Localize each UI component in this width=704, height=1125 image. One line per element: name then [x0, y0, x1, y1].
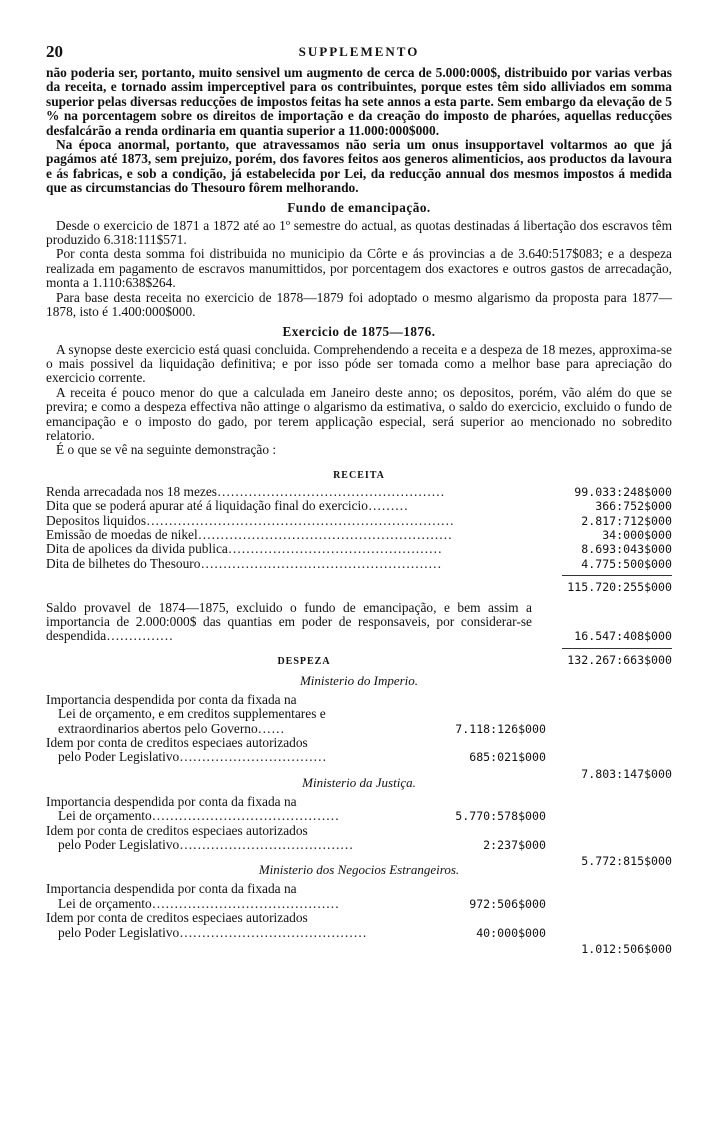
ministry-block [46, 881, 672, 957]
table-row: Renda arrecadada nos 18 mezes…………………………………………… 99.033:248$000 [46, 483, 672, 499]
entry-value: 40:000$000 [476, 925, 546, 940]
sum-rule [562, 575, 672, 576]
entry-value: 2:237$000 [483, 838, 546, 853]
despeza-entry: Importancia despendida por conta da fixada na Lei de orçamento…………………………………… [46, 793, 340, 824]
section-title: Exercicio de 1875—1876. [282, 323, 436, 339]
receita-subtotal: 115.720:255$000 [567, 580, 672, 595]
despeza-heading-row [46, 653, 672, 667]
ministry-title: Ministerio do Imperio. [299, 672, 419, 688]
despeza-entry: Idem por conta de creditos especiaes autorizados pelo Poder Legislativo………………………………… [46, 822, 354, 853]
page-number: 20 [46, 42, 63, 61]
despeza-entry: Idem por conta de creditos especiaes autorizados pelo Poder Legislativo…………………………… [46, 735, 327, 765]
sum-rule [562, 648, 672, 649]
despeza-entry: Importancia despendida por conta da fixada na Lei de orçamento, e em creditos supplementares e extraordinarios abertos pelo Governo…… [46, 691, 326, 736]
paragraph: A receita é pouco menor do que a calculada em Janeiro deste anno; os depositos, porém, vão além do que se previra; e como a despeza effectiva não attinge o algarismo da estimativa, o saldo do exercicio, excluido o fundo de emancipação e o imposto do gado, por terem applicação especial, será superior ao mencionado no sobredito relatorio. [46, 384, 672, 443]
receita-total: 132.267:663$000 [567, 652, 672, 667]
entry-value: 685:021$000 [469, 750, 546, 765]
ministry-title: Ministerio dos Negocios Estrangeiros. [258, 862, 460, 878]
saldo-value: 16.547:408$000 [574, 629, 672, 644]
ministry-total: 1.012:506$000 [581, 942, 672, 957]
page-header [46, 42, 672, 62]
ministry-total: 5.772:815$000 [581, 854, 672, 869]
ministry-block [46, 793, 672, 869]
saldo-row [46, 601, 672, 644]
subtotal-row [46, 580, 672, 594]
despeza-entry: Importancia despendida por conta da fixada na Lei de orçamento…………………………………… [46, 881, 340, 911]
running-title: SUPPLEMENTO [298, 44, 420, 59]
entry-value: 5.770:578$000 [455, 809, 546, 824]
receita-table [46, 485, 672, 649]
paragraph: É o que se vê na seguinte demonstração : [56, 442, 277, 458]
ministry-block [46, 691, 672, 781]
paragraph: não poderia ser, portanto, muito sensivel um augmento de cerca de 5.000:000$, distribuido por varias verbas da receita, e tornado assim imperceptivel para os contribuintes, porque estes têm sido alliviados em somma superior pelas diversas reducções de impostos feitas ha sete annos a esta parte. Sem embargo da elevação de 5 % na porcentagem sobre os direitos de importação e da creação do imposto de pharóes, aquellas reducções desfalcárão a renda ordinaria em quantia superior a 11.000:000$000. [46, 65, 672, 138]
table-row: Depositos liquidos…………………………………………………………… 2.817:712$000 [46, 512, 672, 528]
entry-value: 7.118:126$000 [455, 721, 546, 736]
table-row: Dita que se poderá apurar até á liquidação final do exercicio……… 366:752$000 [46, 498, 672, 514]
entry-value: 972:506$000 [469, 896, 546, 911]
paragraph: Na época anormal, portanto, que atravessamos não seria um onus insupportavel voltarmos ao que já pagámos até 1873, sem prejuizo, porém, dos favores feitos aos generos alimenticios, aos productos da lavoura e ás fabricas, e sob a condição, já estabelecida por Lei, da reducção annual dos mesmos impostos á medida que as circumstancias do Thesouro fôrem melhorando. [46, 137, 672, 196]
despeza-heading: DESPEZA [277, 655, 331, 667]
table-row: Dita de bilhetes do Thesouro……………………………………………… 4.775:500$000 [46, 555, 672, 571]
paragraph: Para base desta receita no exercicio de 1878—1879 foi adoptado o mesmo algarismo da proposta para 1877—1878, isto é 1.400:000$000. [46, 289, 672, 320]
paragraph: Desde o exercicio de 1871 a 1872 até ao 1º semestre do actual, as quotas destinadas á libertação dos escravos têm produzido 6.318:111$571. [46, 217, 672, 248]
despeza-entry: Idem por conta de creditos especiaes autorizados pelo Poder Legislativo…………………………………… [46, 910, 367, 940]
receita-heading: RECEITA [333, 469, 385, 481]
ministry-total: 7.803:147$000 [581, 766, 672, 781]
paragraph: A synopse deste exercicio está quasi concluida. Comprehendendo a receita e a despeza de 18 mezes, approxima-se o mais possivel da liquidação definitiva; e por isso póde ser tomada como a melhor base para apreciação do exercicio corrente. [46, 341, 672, 386]
paragraph: Por conta desta somma foi distribuida no municipio da Côrte e ás provincias a de 3.640:517$083; e a despeza realizada em pagamento de escravos manumittidos, por porcentagem dos exactores e outros gastos de arrecadação, monta a 1.110:638$264. [46, 246, 672, 291]
table-row: Emissão de moedas de nikel………………………………………………… 34:000$000 [46, 526, 672, 542]
saldo-label: Saldo provavel de 1874—1875, excluido o fundo de emancipação, e bem assim a importancia de 2.000:000$ das quantias em poder de responsaveis, por considerar-se despendida…………… [46, 599, 532, 644]
section-title: Fundo de emancipação. [287, 199, 431, 215]
table-row: Dita de apolices da divida publica………………………………………… 8.693:043$000 [46, 541, 672, 557]
ministry-title: Ministerio da Justiça. [302, 774, 416, 790]
